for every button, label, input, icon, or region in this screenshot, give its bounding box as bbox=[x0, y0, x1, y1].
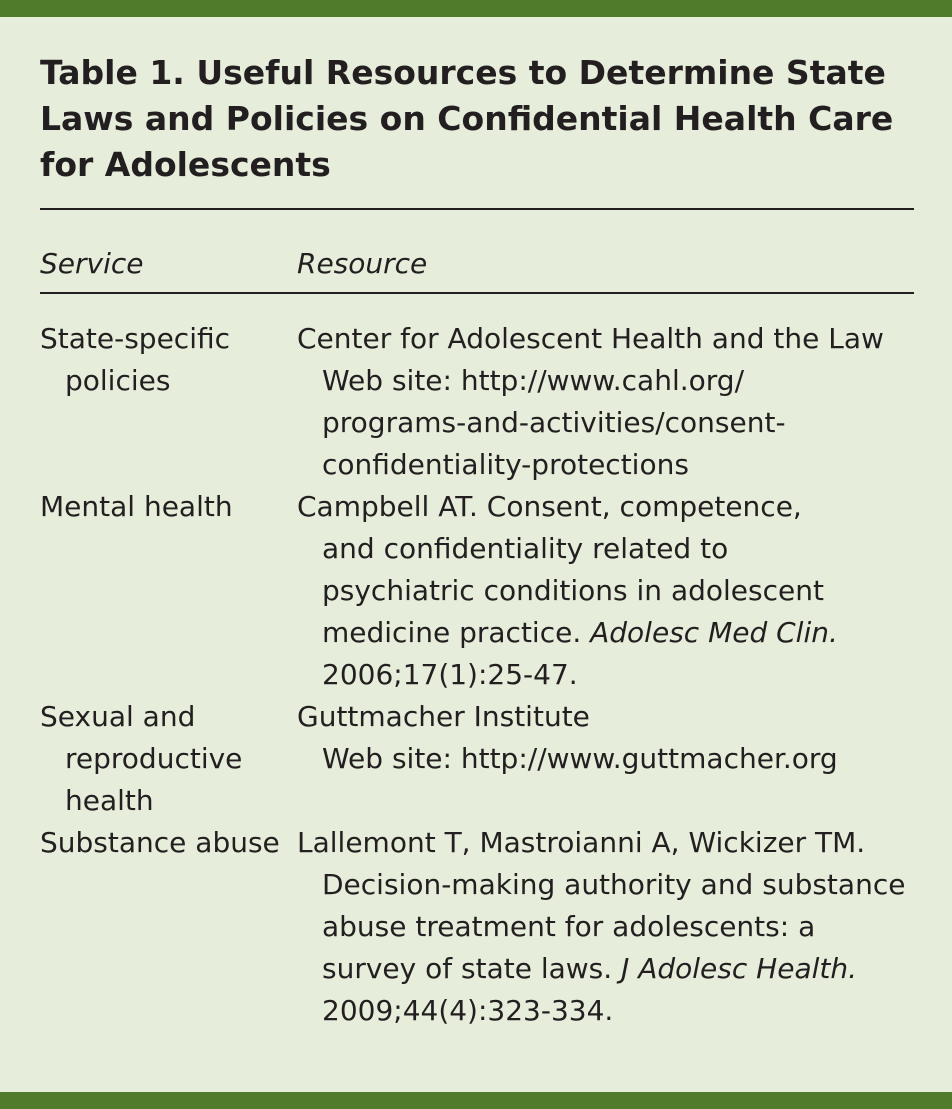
resource-line: 2006;17(1):25-47. bbox=[322, 658, 578, 691]
header-divider bbox=[40, 292, 914, 294]
table-body bbox=[40, 318, 920, 1032]
bottom-accent-bar bbox=[0, 1092, 952, 1109]
resource-line: and confidentiality related to bbox=[322, 532, 729, 565]
resource-cell bbox=[297, 486, 920, 696]
resource-line: confidentiality-protections bbox=[322, 448, 689, 481]
resource-line: abuse treatment for adolescents: a bbox=[322, 910, 816, 943]
resource-line: programs-and-activities/consent- bbox=[322, 406, 786, 439]
resource-line bbox=[322, 612, 920, 654]
top-accent-bar bbox=[0, 0, 952, 17]
resource-cell bbox=[297, 822, 920, 1032]
table-row bbox=[40, 486, 920, 696]
resource-cell bbox=[297, 696, 920, 822]
resource-line: Decision-making authority and substance bbox=[322, 868, 906, 901]
column-header-service: Service bbox=[40, 247, 144, 280]
resource-line: Guttmacher Institute bbox=[297, 700, 590, 733]
resource-line: 2009;44(4):323-334. bbox=[322, 994, 614, 1027]
resource-text: medicine practice. bbox=[322, 616, 591, 649]
journal-name: Adolesc Med Clin. bbox=[590, 616, 838, 649]
resource-line: psychiatric conditions in adolescent bbox=[322, 574, 824, 607]
resource-cell bbox=[297, 318, 920, 486]
title-divider bbox=[40, 208, 914, 210]
resource-line: Center for Adolescent Health and the Law bbox=[297, 322, 884, 355]
column-header-resource: Resource bbox=[297, 247, 428, 280]
resource-line: Campbell AT. Consent, competence, bbox=[297, 490, 802, 523]
resource-line bbox=[322, 948, 920, 990]
table-row bbox=[40, 696, 920, 822]
journal-name: J Adolesc Health. bbox=[621, 952, 858, 985]
service-cell: Substance abuse bbox=[40, 826, 280, 859]
table-title: Table 1. Useful Resources to Determine State Laws and Policies on Confidential Health Care for Adolescents bbox=[40, 53, 894, 184]
table-row bbox=[40, 318, 920, 486]
service-cell: Sexual and reproductive health bbox=[40, 700, 243, 817]
resource-line: Web site: http://www.guttmacher.org bbox=[322, 742, 838, 775]
service-cell: Mental health bbox=[40, 490, 233, 523]
service-cell: State-specific policies bbox=[40, 322, 231, 397]
resource-line: Web site: http://www.cahl.org/ bbox=[322, 364, 744, 397]
resource-line: Lallemont T, Mastroianni A, Wickizer TM. bbox=[297, 826, 866, 859]
resource-text: survey of state laws. bbox=[322, 952, 622, 985]
table-row bbox=[40, 822, 920, 1032]
